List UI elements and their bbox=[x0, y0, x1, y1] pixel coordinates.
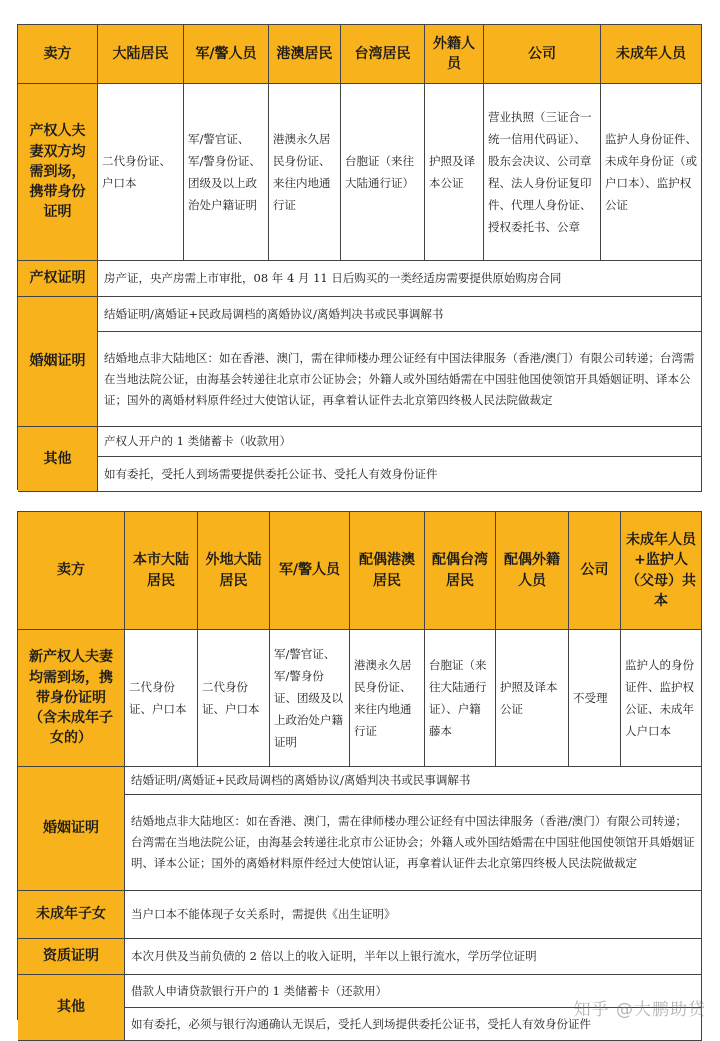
cell-company-id: 营业执照（三证合一统一信用代码证）、股东会决议、公司章程、法人身份证复印件、代理人身份证、授权委托书、公章 bbox=[484, 84, 601, 261]
header-spouse-foreigner: 配偶外籍人员 bbox=[496, 512, 569, 630]
cell-taiwan-id: 台胞证（来往大陆通行证） bbox=[341, 84, 425, 261]
cell-nonlocal-id: 二代身份证、户口本 bbox=[198, 630, 270, 767]
header-military-police: 军/警人员 bbox=[270, 512, 350, 630]
header-company: 公司 bbox=[484, 25, 601, 84]
cell-foreigner-id: 护照及译本公证 bbox=[496, 630, 569, 767]
row-label-property-proof: 产权证明 bbox=[18, 261, 98, 297]
row-label-other: 其他 bbox=[18, 975, 125, 1041]
cell-property-proof: 房产证，央产房需上市审批，08 年 4 月 11 日后购买的一类经适房需要提供原始购房合同 bbox=[98, 261, 702, 297]
header-foreigner: 外籍人员 bbox=[425, 25, 484, 84]
header-company: 公司 bbox=[569, 512, 621, 630]
cell-company-id: 不受理 bbox=[569, 630, 621, 767]
cell-minor-id: 监护人身份证件、未成年身份证（或户口本）、监护权公证 bbox=[601, 84, 702, 261]
cell-marriage-docs: 结婚证明/离婚证+民政局调档的离婚协议/离婚判决书或民事调解书 bbox=[125, 767, 702, 795]
cell-hk-macau-id: 港澳永久居民身份证、来往内地通行证 bbox=[269, 84, 341, 261]
header-local-mainland: 本市大陆居民 bbox=[125, 512, 198, 630]
header-spouse-taiwan: 配偶台湾居民 bbox=[425, 512, 496, 630]
row-label-marriage-proof: 婚姻证明 bbox=[18, 297, 98, 427]
watermark: 知乎 @大鹏助贷 bbox=[573, 1000, 706, 1020]
cell-military-id: 军/警官证、军/警身份证、团级及以上政治处户籍证明 bbox=[184, 84, 269, 261]
header-minor-guardian: 未成年人员+监护人（父母）共本 bbox=[621, 512, 702, 630]
cell-other-card: 产权人开户的 1 类储蓄卡（收款用） bbox=[98, 427, 702, 457]
header-mainland-resident: 大陆居民 bbox=[98, 25, 184, 84]
row-label-qualification: 资质证明 bbox=[18, 939, 125, 975]
cell-other-proxy: 如有委托，必须与银行沟通确认无误后，受托人到场提供委托公证书，受托人有效身份证件 bbox=[125, 1008, 702, 1041]
seller-documents-table bbox=[17, 24, 702, 490]
header-taiwan-resident: 台湾居民 bbox=[341, 25, 425, 84]
header-hk-macau-resident: 港澳居民 bbox=[269, 25, 341, 84]
header-seller: 卖方 bbox=[18, 512, 125, 630]
cell-marriage-overseas: 结婚地点非大陆地区：如在香港、澳门，需在律师楼办理公证经有中国法律服务（香港/澳门）有限公司转递；台湾需在当地法院公证，由海基会转递往北京市公证协会；外籍人或外国结婚需在中国驻他国使领馆开具婚姻证明、译本公证；国外的离婚材料原件经过大使馆认证，再拿着认证件去北京第四终极人民法院做裁定 bbox=[98, 332, 702, 427]
row-label-other: 其他 bbox=[18, 427, 98, 492]
cell-local-id: 二代身份证、户口本 bbox=[125, 630, 198, 767]
cell-mainland-id: 二代身份证、户口本 bbox=[98, 84, 184, 261]
cell-other-card: 借款人申请贷款银行开户的 1 类储蓄卡（还款用） bbox=[125, 975, 702, 1008]
row-label-marriage-proof: 婚姻证明 bbox=[18, 767, 125, 891]
cell-military-id: 军/警官证、军/警身份证、团级及以上政治处户籍证明 bbox=[270, 630, 350, 767]
header-minor: 未成年人员 bbox=[601, 25, 702, 84]
header-seller: 卖方 bbox=[18, 25, 98, 84]
cell-minor-children: 当户口本不能体现子女关系时，需提供《出生证明》 bbox=[125, 891, 702, 939]
header-nonlocal-mainland: 外地大陆居民 bbox=[198, 512, 270, 630]
row-label-minor-children: 未成年子女 bbox=[18, 891, 125, 939]
row-label-id-proof: 产权人夫妻双方均需到场，携带身份证明 bbox=[18, 84, 98, 261]
header-spouse-hk-macau: 配偶港澳居民 bbox=[350, 512, 425, 630]
cell-other-proxy: 如有委托，受托人到场需要提供委托公证书、受托人有效身份证件 bbox=[98, 457, 702, 492]
cell-marriage-docs: 结婚证明/离婚证+民政局调档的离婚协议/离婚判决书或民事调解书 bbox=[98, 297, 702, 332]
cell-qualification: 本次月供及当前负债的 2 倍以上的收入证明，半年以上银行流水，学历学位证明 bbox=[125, 939, 702, 975]
cell-hk-macau-id: 港澳永久居民身份证、来往内地通行证 bbox=[350, 630, 425, 767]
cell-marriage-overseas: 结婚地点非大陆地区：如在香港、澳门，需在律师楼办理公证经有中国法律服务（香港/澳门）有限公司转递；台湾需在当地法院公证，由海基会转递往北京市公证协会；外籍人或外国结婚需在中国驻他国使领馆开具婚姻证明、译本公证；国外的离婚材料原件经过大使馆认证，再拿着认证件去北京第四终极人民法院做裁定 bbox=[125, 795, 702, 891]
header-military-police: 军/警人员 bbox=[184, 25, 269, 84]
cell-minor-id: 监护人的身份证件、监护权公证、未成年人户口本 bbox=[621, 630, 702, 767]
row-label-id-proof: 新产权人夫妻均需到场，携带身份证明（含未成年子女的） bbox=[18, 630, 125, 767]
cell-taiwan-id: 台胞证（来往大陆通行证）、户籍藤本 bbox=[425, 630, 496, 767]
buyer-documents-table bbox=[17, 511, 702, 1031]
cell-foreigner-id: 护照及译本公证 bbox=[425, 84, 484, 261]
